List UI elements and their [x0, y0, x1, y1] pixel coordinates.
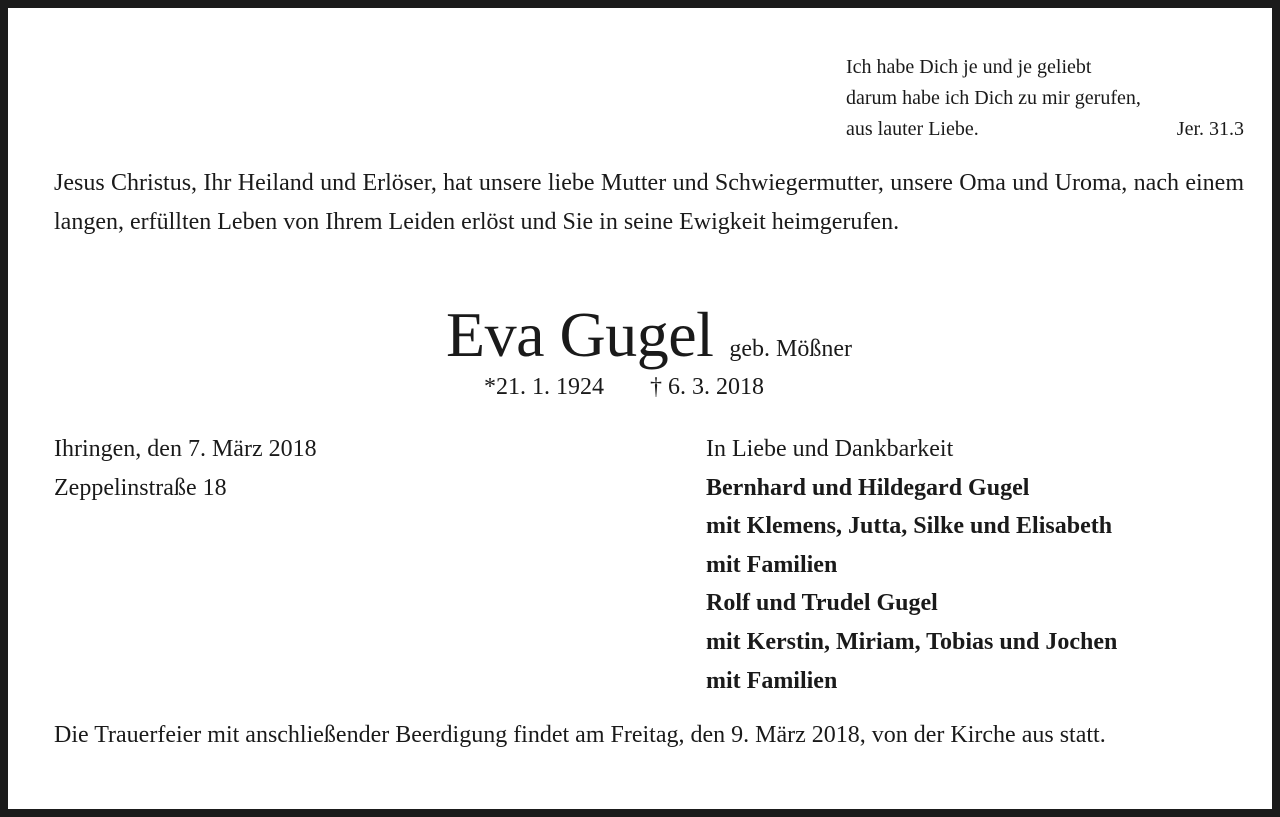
death-date: † 6. 3. 2018: [650, 374, 764, 400]
address-line: Zeppelinstraße 18: [54, 475, 227, 501]
life-dates: [484, 374, 764, 401]
intro-paragraph: Jesus Christus, Ihr Heiland und Erlöser, hat unsere liebe Mutter und Schwiegermutter, unsere Oma und Uroma, nach einem langen, erfüllten Leben von Ihrem Leiden erlöst und Sie in seine Ewigkeit heimgerufen.: [54, 170, 1244, 235]
mourner-line: mit Kerstin, Miriam, Tobias und Jochen: [706, 628, 1118, 655]
verse-line-3: aus lauter Liebe.: [846, 118, 979, 140]
mourners-intro: In Liebe und Dankbarkeit: [706, 436, 954, 462]
mourner-line: mit Klemens, Jutta, Silke und Elisabeth: [706, 513, 1113, 540]
mourners-list: [706, 430, 1117, 700]
mourner-line: Rolf und Trudel Gugel: [706, 590, 938, 617]
mourner-line: mit Familien: [706, 551, 838, 578]
bible-verse: [846, 52, 1244, 145]
birth-date: *21. 1. 1924: [484, 374, 604, 400]
verse-line-2: darum habe ich Dich zu mir gerufen,: [846, 87, 1141, 109]
place-date-line: Ihringen, den 7. März 2018: [54, 436, 317, 462]
place-and-address: [54, 430, 317, 508]
mourner-line: mit Familien: [706, 667, 838, 694]
verse-reference: Jer. 31.3: [1176, 118, 1244, 140]
name-line: [446, 300, 852, 370]
deceased-name: Eva Gugel: [445, 299, 714, 370]
deceased-name-block: [8, 300, 1280, 370]
verse-line-1: Ich habe Dich je und je geliebt: [846, 56, 1092, 78]
funeral-paragraph: Die Trauerfeier mit anschließender Beerdigung findet am Freitag, den 9. März 2018, von der Kirche aus statt.: [54, 722, 1106, 748]
maiden-name: geb. Mößner: [729, 336, 853, 362]
mourner-line: Bernhard und Hildegard Gugel: [706, 474, 1030, 501]
verse-line-3-row: [846, 114, 1244, 145]
